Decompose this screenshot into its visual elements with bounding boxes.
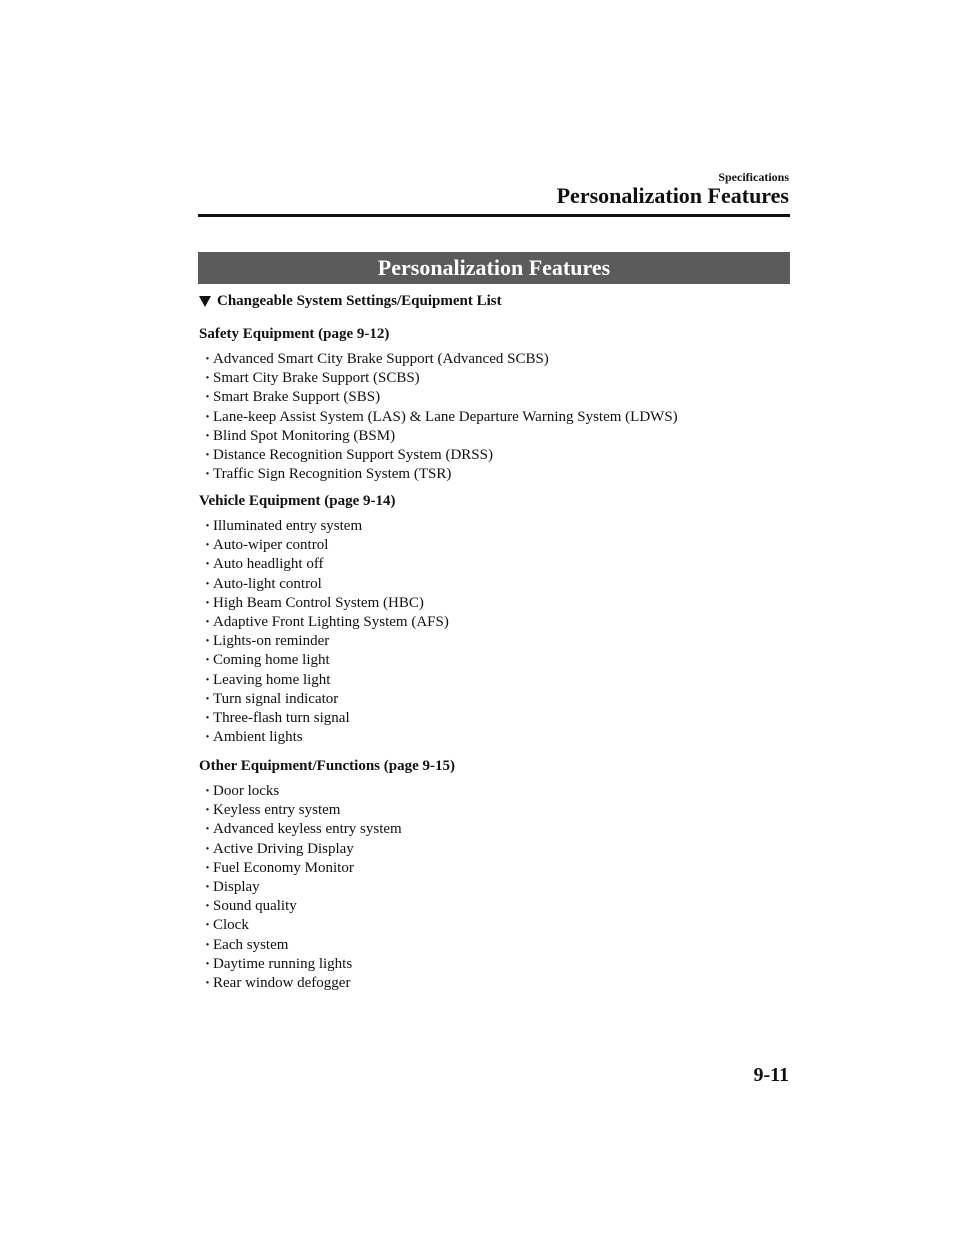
list-item-text: Auto-light control	[213, 575, 322, 592]
list-item	[199, 801, 779, 820]
list-item-text: Lights-on reminder	[213, 633, 330, 650]
list-item-text: Auto headlight off	[213, 556, 324, 573]
list-item	[199, 916, 779, 935]
bullet-dot-icon: ·	[205, 613, 211, 630]
bullet-dot-icon: ·	[205, 690, 211, 707]
list-item-text: Smart Brake Support (SBS)	[213, 389, 381, 406]
list-item	[199, 446, 779, 465]
list-item	[199, 897, 779, 916]
header-section-label: Specifications	[718, 170, 789, 184]
list-item-text: Door locks	[213, 783, 280, 799]
bullet-dot-icon: ·	[205, 575, 211, 592]
list-item	[199, 427, 779, 446]
list-item	[199, 709, 779, 728]
group-title: Safety Equipment (page 9-12)	[199, 326, 390, 342]
group-title: Other Equipment/Functions (page 9-15)	[199, 758, 455, 774]
bullet-dot-icon: ·	[205, 537, 211, 554]
list-item	[199, 782, 779, 801]
list-item	[199, 936, 779, 955]
list-item-text: Daytime running lights	[213, 955, 353, 972]
list-item-text: High Beam Control System (HBC)	[213, 594, 424, 611]
list-item-text: Advanced keyless entry system	[213, 821, 402, 838]
header-divider	[198, 214, 790, 217]
list-item	[199, 350, 779, 369]
list-item-text: Clock	[213, 917, 249, 934]
list-item-text: Display	[213, 878, 260, 895]
bullet-dot-icon: ·	[205, 974, 211, 991]
list-item	[199, 690, 779, 709]
list-item	[199, 575, 779, 594]
list-item-text: Traffic Sign Recognition System (TSR)	[213, 466, 452, 483]
list-item-text: Each system	[213, 936, 289, 953]
subheading	[199, 293, 502, 310]
subheading-text: Changeable System Settings/Equipment List	[217, 293, 502, 309]
bullet-dot-icon: ·	[205, 446, 211, 463]
bullet-dot-icon: ·	[205, 466, 211, 483]
list-item	[199, 536, 779, 555]
bullet-dot-icon: ·	[205, 898, 211, 915]
list-item	[199, 465, 779, 484]
bullet-dot-icon: ·	[205, 783, 211, 799]
bullet-dot-icon: ·	[205, 556, 211, 573]
list-item-text: Coming home light	[213, 652, 330, 669]
bullet-dot-icon: ·	[205, 955, 211, 972]
list-item-text: Smart City Brake Support (SCBS)	[213, 370, 420, 387]
bullet-dot-icon: ·	[205, 351, 211, 367]
list-item	[199, 728, 779, 747]
bullet-dot-icon: ·	[205, 802, 211, 819]
bullet-dot-icon: ·	[205, 389, 211, 406]
list-item	[199, 555, 779, 574]
bullet-dot-icon: ·	[205, 518, 211, 534]
list-item	[199, 369, 779, 388]
list-item-text: Ambient lights	[213, 729, 303, 746]
group-title: Vehicle Equipment (page 9-14)	[199, 493, 396, 509]
list-item-text: Advanced Smart City Brake Support (Advanced SCBS)	[213, 351, 549, 367]
list-item	[199, 974, 779, 993]
list-item	[199, 955, 779, 974]
item-list	[199, 782, 779, 993]
bullet-dot-icon: ·	[205, 408, 211, 425]
bullet-dot-icon: ·	[205, 859, 211, 876]
list-item	[199, 594, 779, 613]
list-item-text: Blind Spot Monitoring (BSM)	[213, 427, 396, 444]
triangle-down-icon	[199, 296, 211, 307]
banner-title: Personalization Features	[377, 255, 611, 280]
item-list	[199, 517, 779, 747]
list-item	[199, 408, 779, 427]
bullet-dot-icon: ·	[205, 840, 211, 857]
page-number: 9-11	[753, 1064, 789, 1086]
list-item-text: Active Driving Display	[213, 840, 354, 857]
bullet-dot-icon: ·	[205, 633, 211, 650]
list-item	[199, 859, 779, 878]
group-other-equipment	[199, 757, 779, 993]
list-item-text: Three-flash turn signal	[213, 709, 350, 726]
list-item	[199, 671, 779, 690]
bullet-dot-icon: ·	[205, 709, 211, 726]
list-item-text: Adaptive Front Lighting System (AFS)	[213, 613, 449, 630]
bullet-dot-icon: ·	[205, 936, 211, 953]
list-item	[199, 840, 779, 859]
list-item-text: Illuminated entry system	[213, 518, 363, 534]
header-chapter-title: Personalization Features	[556, 183, 789, 208]
list-item	[199, 632, 779, 651]
list-item-text: Fuel Economy Monitor	[213, 859, 354, 876]
bullet-dot-icon: ·	[205, 652, 211, 669]
bullet-dot-icon: ·	[205, 821, 211, 838]
bullet-dot-icon: ·	[205, 594, 211, 611]
group-vehicle-equipment	[199, 492, 779, 747]
bullet-dot-icon: ·	[205, 427, 211, 444]
list-item	[199, 651, 779, 670]
list-item-text: Leaving home light	[213, 671, 331, 688]
bullet-dot-icon: ·	[205, 878, 211, 895]
list-item-text: Rear window defogger	[213, 974, 351, 991]
list-item	[199, 878, 779, 897]
list-item-text: Sound quality	[213, 898, 297, 915]
bullet-dot-icon: ·	[205, 671, 211, 688]
bullet-dot-icon: ·	[205, 729, 211, 746]
bullet-dot-icon: ·	[205, 917, 211, 934]
group-safety-equipment	[199, 325, 779, 484]
list-item	[199, 517, 779, 536]
section-banner	[198, 252, 790, 284]
list-item	[199, 613, 779, 632]
bullet-dot-icon: ·	[205, 370, 211, 387]
list-item-text: Distance Recognition Support System (DRSS)	[213, 446, 493, 463]
list-item	[199, 820, 779, 839]
list-item-text: Turn signal indicator	[213, 690, 339, 707]
list-item-text: Keyless entry system	[213, 802, 341, 819]
list-item-text: Lane-keep Assist System (LAS) & Lane Departure Warning System (LDWS)	[213, 408, 678, 425]
list-item	[199, 388, 779, 407]
item-list	[199, 350, 779, 484]
list-item-text: Auto-wiper control	[213, 537, 329, 554]
